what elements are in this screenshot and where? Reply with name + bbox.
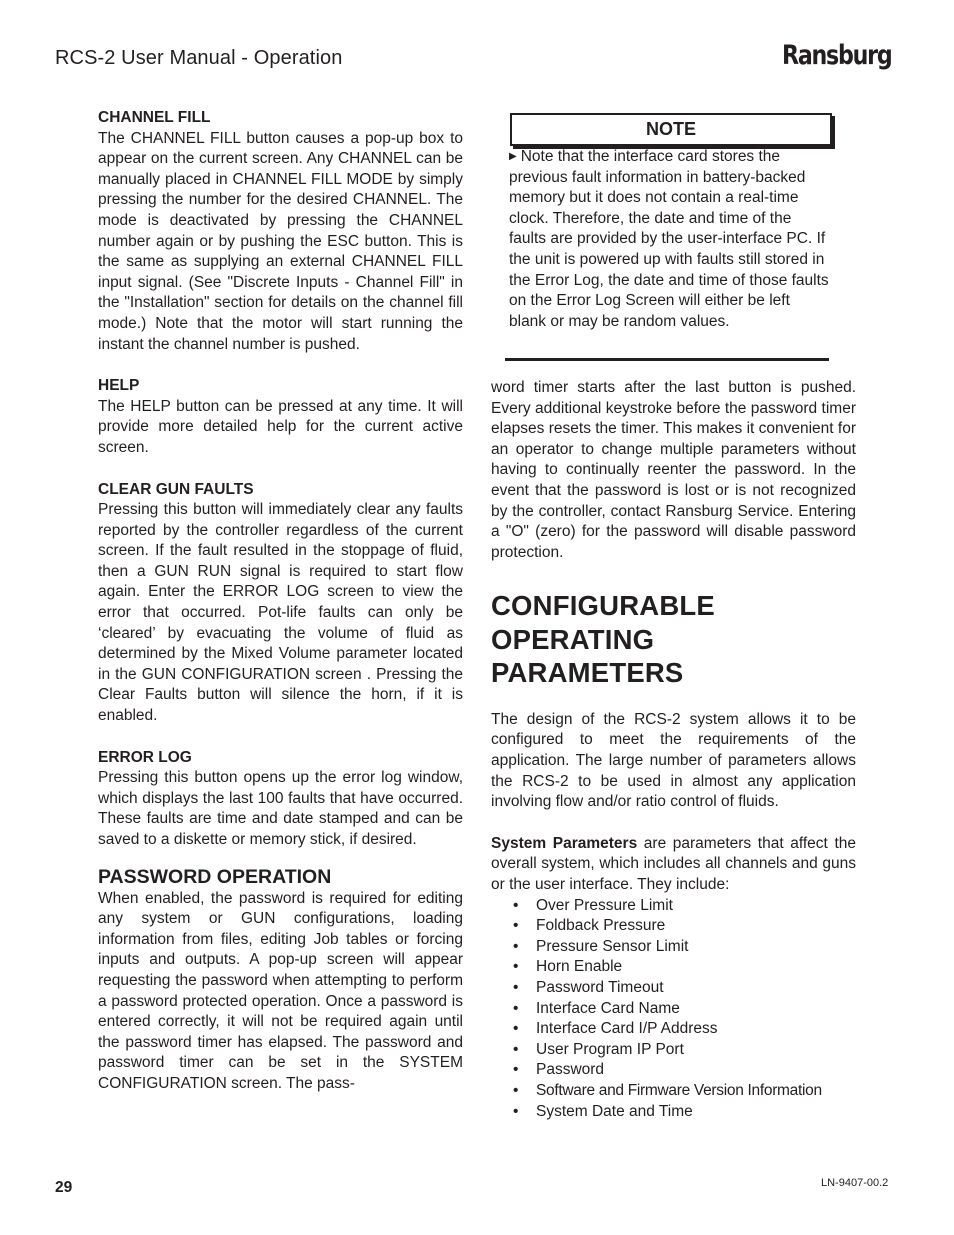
- system-params-text: are parameters that affect the overall system, which includes all channels and guns or the user interface. They include:: [491, 834, 856, 893]
- list-item: • Interface Card Name: [513, 999, 856, 1020]
- note-body: Note that the interface card stores the previous fault information in battery-backed memory but it does not contain a real-time clock. Therefore, the date and time of the faults are provided by the user-interface PC. If the unit is powered up with faults still stored in the Error Log, the date and time of those faults on the Error Log Screen will either be left blank or may be random values.: [509, 148, 829, 330]
- list-item: • Interface Card I/P Address: [513, 1019, 856, 1040]
- password-continued-body: word timer starts after the last button is pushed. Every additional keystroke before the password timer elapses resets the timer. This makes it convenient for an operator to change multiple parameters without having to continually reenter the password. In the event that the password is lost or is not recognized by the controller, contact Ransburg Service. Entering a "O" (zero) for the password will disable password protection.: [491, 379, 856, 561]
- section-heading-line: OPERATING: [491, 623, 655, 655]
- document-code: LN-9407-00.2: [821, 1177, 889, 1189]
- configurable-intro: The design of the RCS-2 system allows it to be configured to meet the requirements of the application. The large number of parameters allows the RCS-2 to be used in almost any application involving flow and/or ratio control of fluids.: [491, 710, 856, 811]
- right-column: [491, 378, 856, 1122]
- clear-gun-faults-heading: CLEAR GUN FAULTS: [98, 480, 254, 498]
- list-item: • User Program IP Port: [513, 1040, 856, 1061]
- ransburg-logo: Ransburg: [782, 40, 892, 71]
- left-column: [98, 108, 463, 1095]
- system-params-lead: System Parameters: [491, 834, 638, 852]
- system-params-intro: [491, 834, 856, 896]
- list-item: • Pressure Sensor Limit: [513, 937, 856, 958]
- section-heading-line: PARAMETERS: [491, 657, 684, 689]
- system-params-list: [491, 896, 856, 1123]
- channel-fill-body: The CHANNEL FILL button causes a pop-up box to appear on the current screen. Any CHANNEL can be manually placed in CHANNEL FILL MODE by simply pressing the number for the desired CHANNEL. The mode is deactivated by pressing the CHANNEL number again or by pushing the ESC button. This is the same as supplying an external CHANNEL FILL input signal. (See "Discrete Inputs - Channel Fill" in the "Installation" section for details on the channel fill mode.) Note that the motor will start running the instant the channel number is pushed.: [98, 129, 463, 353]
- channel-fill-heading: CHANNEL FILL: [98, 109, 211, 126]
- clear-gun-faults-body: Pressing this button will immediately clear any faults reported by the controller regardless of the current screen. If the fault resulted in the stoppage of fluid, then a GUN RUN signal is required to start flow again. Enter the ERROR LOG screen to view the error that occurred. Pot-life faults can only be ‘cleared’ by evacuating the volume of fluid as determined by the Mixed Volume parameter located in the GUN CONFIGURATION screen . Pressing the Clear Faults button will silence the horn, if it is enabled.: [98, 501, 463, 725]
- error-log-heading: ERROR LOG: [98, 748, 192, 766]
- list-item: • Software and Firmware Version Information: [513, 1081, 856, 1102]
- section-heading-line: CONFIGURABLE: [491, 590, 715, 622]
- note-bottom-rule: [505, 358, 829, 361]
- list-item: • Password Timeout: [513, 978, 856, 999]
- help-body: The HELP button can be pressed at any time. It will provide more detailed help for the current active screen.: [98, 397, 463, 456]
- error-log-body: Pressing this button opens up the error log window, which displays the last 100 faults that have occurred. These faults are time and date stamped and can be saved to a diskette or memory stick, if desired.: [98, 769, 463, 848]
- help-heading: HELP: [98, 377, 140, 395]
- note-box: [510, 113, 832, 146]
- password-operation-heading: PASSWORD OPERATION: [98, 865, 332, 888]
- list-item: • Horn Enable: [513, 957, 856, 978]
- password-operation-body: When enabled, the password is required for editing any system or GUN configurations, loading information from files, editing Job tables or forcing inputs and outputs. A pop-up screen will appear requesting the password when attempting to perform a password protected operation. Once a password is entered correctly, it will not be required again until the password timer has elapsed. The password and password timer can be set in the SYSTEM CONFIGURATION screen. The pass-: [98, 889, 463, 1092]
- list-item: • Password: [513, 1060, 856, 1081]
- triangle-bullet-icon: ▶: [509, 151, 517, 162]
- list-item: • Over Pressure Limit: [513, 896, 856, 917]
- note-body-container: [509, 147, 831, 332]
- list-item: • System Date and Time: [513, 1102, 856, 1123]
- list-item: • Foldback Pressure: [513, 916, 856, 937]
- page-number: 29: [55, 1179, 73, 1196]
- page-header-title: RCS-2 User Manual - Operation: [55, 47, 343, 69]
- note-title: NOTE: [645, 119, 696, 139]
